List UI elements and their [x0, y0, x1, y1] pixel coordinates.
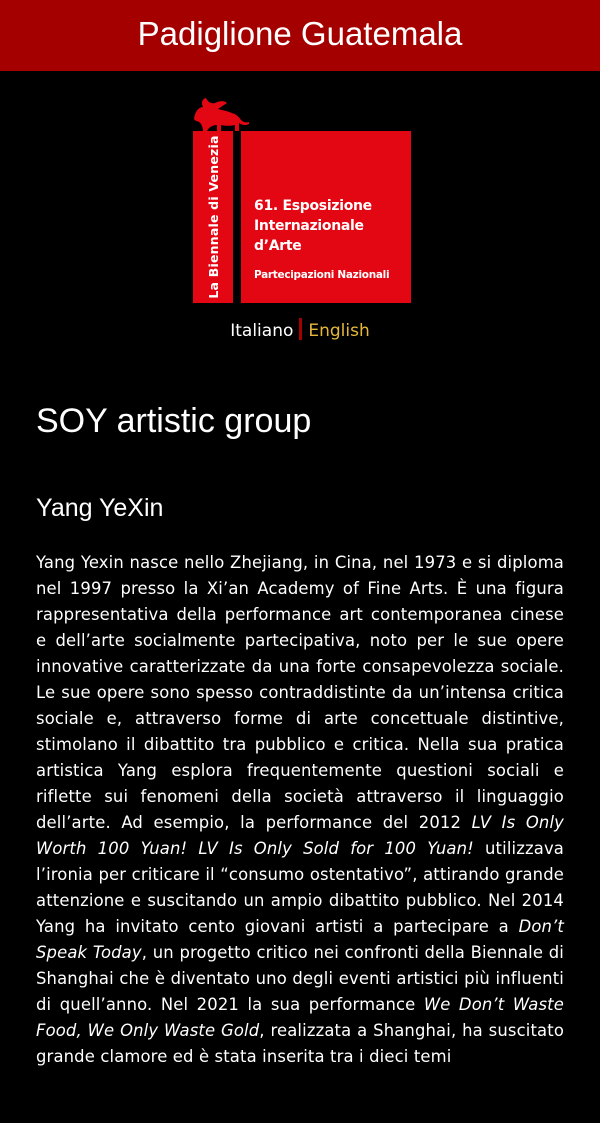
site-title[interactable]: Padiglione Guatemala: [137, 14, 463, 52]
artist-name: Yang YeXin: [36, 494, 164, 522]
site-header: [0, 0, 600, 71]
artwork-title: LV Is Only Worth 100 Yuan! LV Is Only Sold for 100 Yuan!: [36, 813, 564, 858]
language-divider: [299, 318, 302, 340]
artwork-title: We Don’t Waste Food, We Only Waste Gold: [36, 995, 564, 1040]
logo-vertical-bar: [193, 131, 233, 303]
bio-text: , un progetto critico nei confronti della Biennale di Shanghai che è diventato uno degli eventi artistici più influenti di quell’anno. Nel 2021 la sua performance: [36, 943, 565, 1014]
bio-text: Yang Yexin nasce nello Zhejiang, in Cina, nel 1973 e si diploma nel 1997 presso la Xi’an Academy of Fine Arts. È una figura rappresentativa della performance art contemporanea cinese e dell’arte socialmente partecipativa, noto per le sue opere innovative caratterizzate da una forte consapevolezza sociale. Le sue opere sono spesso contraddistinte da un’intensa critica sociale e, attraverso forme di arte concettuale distintive, stimolano il dibattito tra pubblico e critica. Nella sua pratica artistica Yang esplora frequentemente questioni sociali e riflette sui fenomeni della società attraverso il linguaggio dell’arte. Ad esempio, la performance del 2012: [36, 553, 564, 832]
artwork-title: Don’t Speak Today: [36, 917, 564, 962]
bio-text: utilizzava l’ironia per criticare il “consumo ostentativo”, attirando grande attenzione e suscitando un ampio dibattito pubblico. Nel 2014 Yang ha invitato cento giovani artisti a partecipare a: [36, 839, 564, 936]
logo-vertical-text: La Biennale di Venezia: [205, 135, 221, 299]
logo-sub-text: Partecipazioni Nazionali: [254, 269, 390, 281]
bio-text: , realizzata a Shanghai, ha suscitato grande clamore ed è stata inserita tra i dieci temi: [36, 1021, 564, 1066]
language-italiano[interactable]: Italiano: [230, 321, 294, 341]
language-english[interactable]: English: [308, 321, 370, 341]
biennale-logo[interactable]: [191, 97, 411, 303]
logo-box: [241, 131, 411, 303]
artist-bio: [36, 550, 564, 1070]
language-switcher: [0, 318, 600, 341]
logo-main-text: 61. Esposizione Internazionale d’Arte: [254, 198, 372, 254]
page-title: SOY artistic group: [36, 402, 312, 440]
winged-lion-icon: [191, 97, 251, 135]
